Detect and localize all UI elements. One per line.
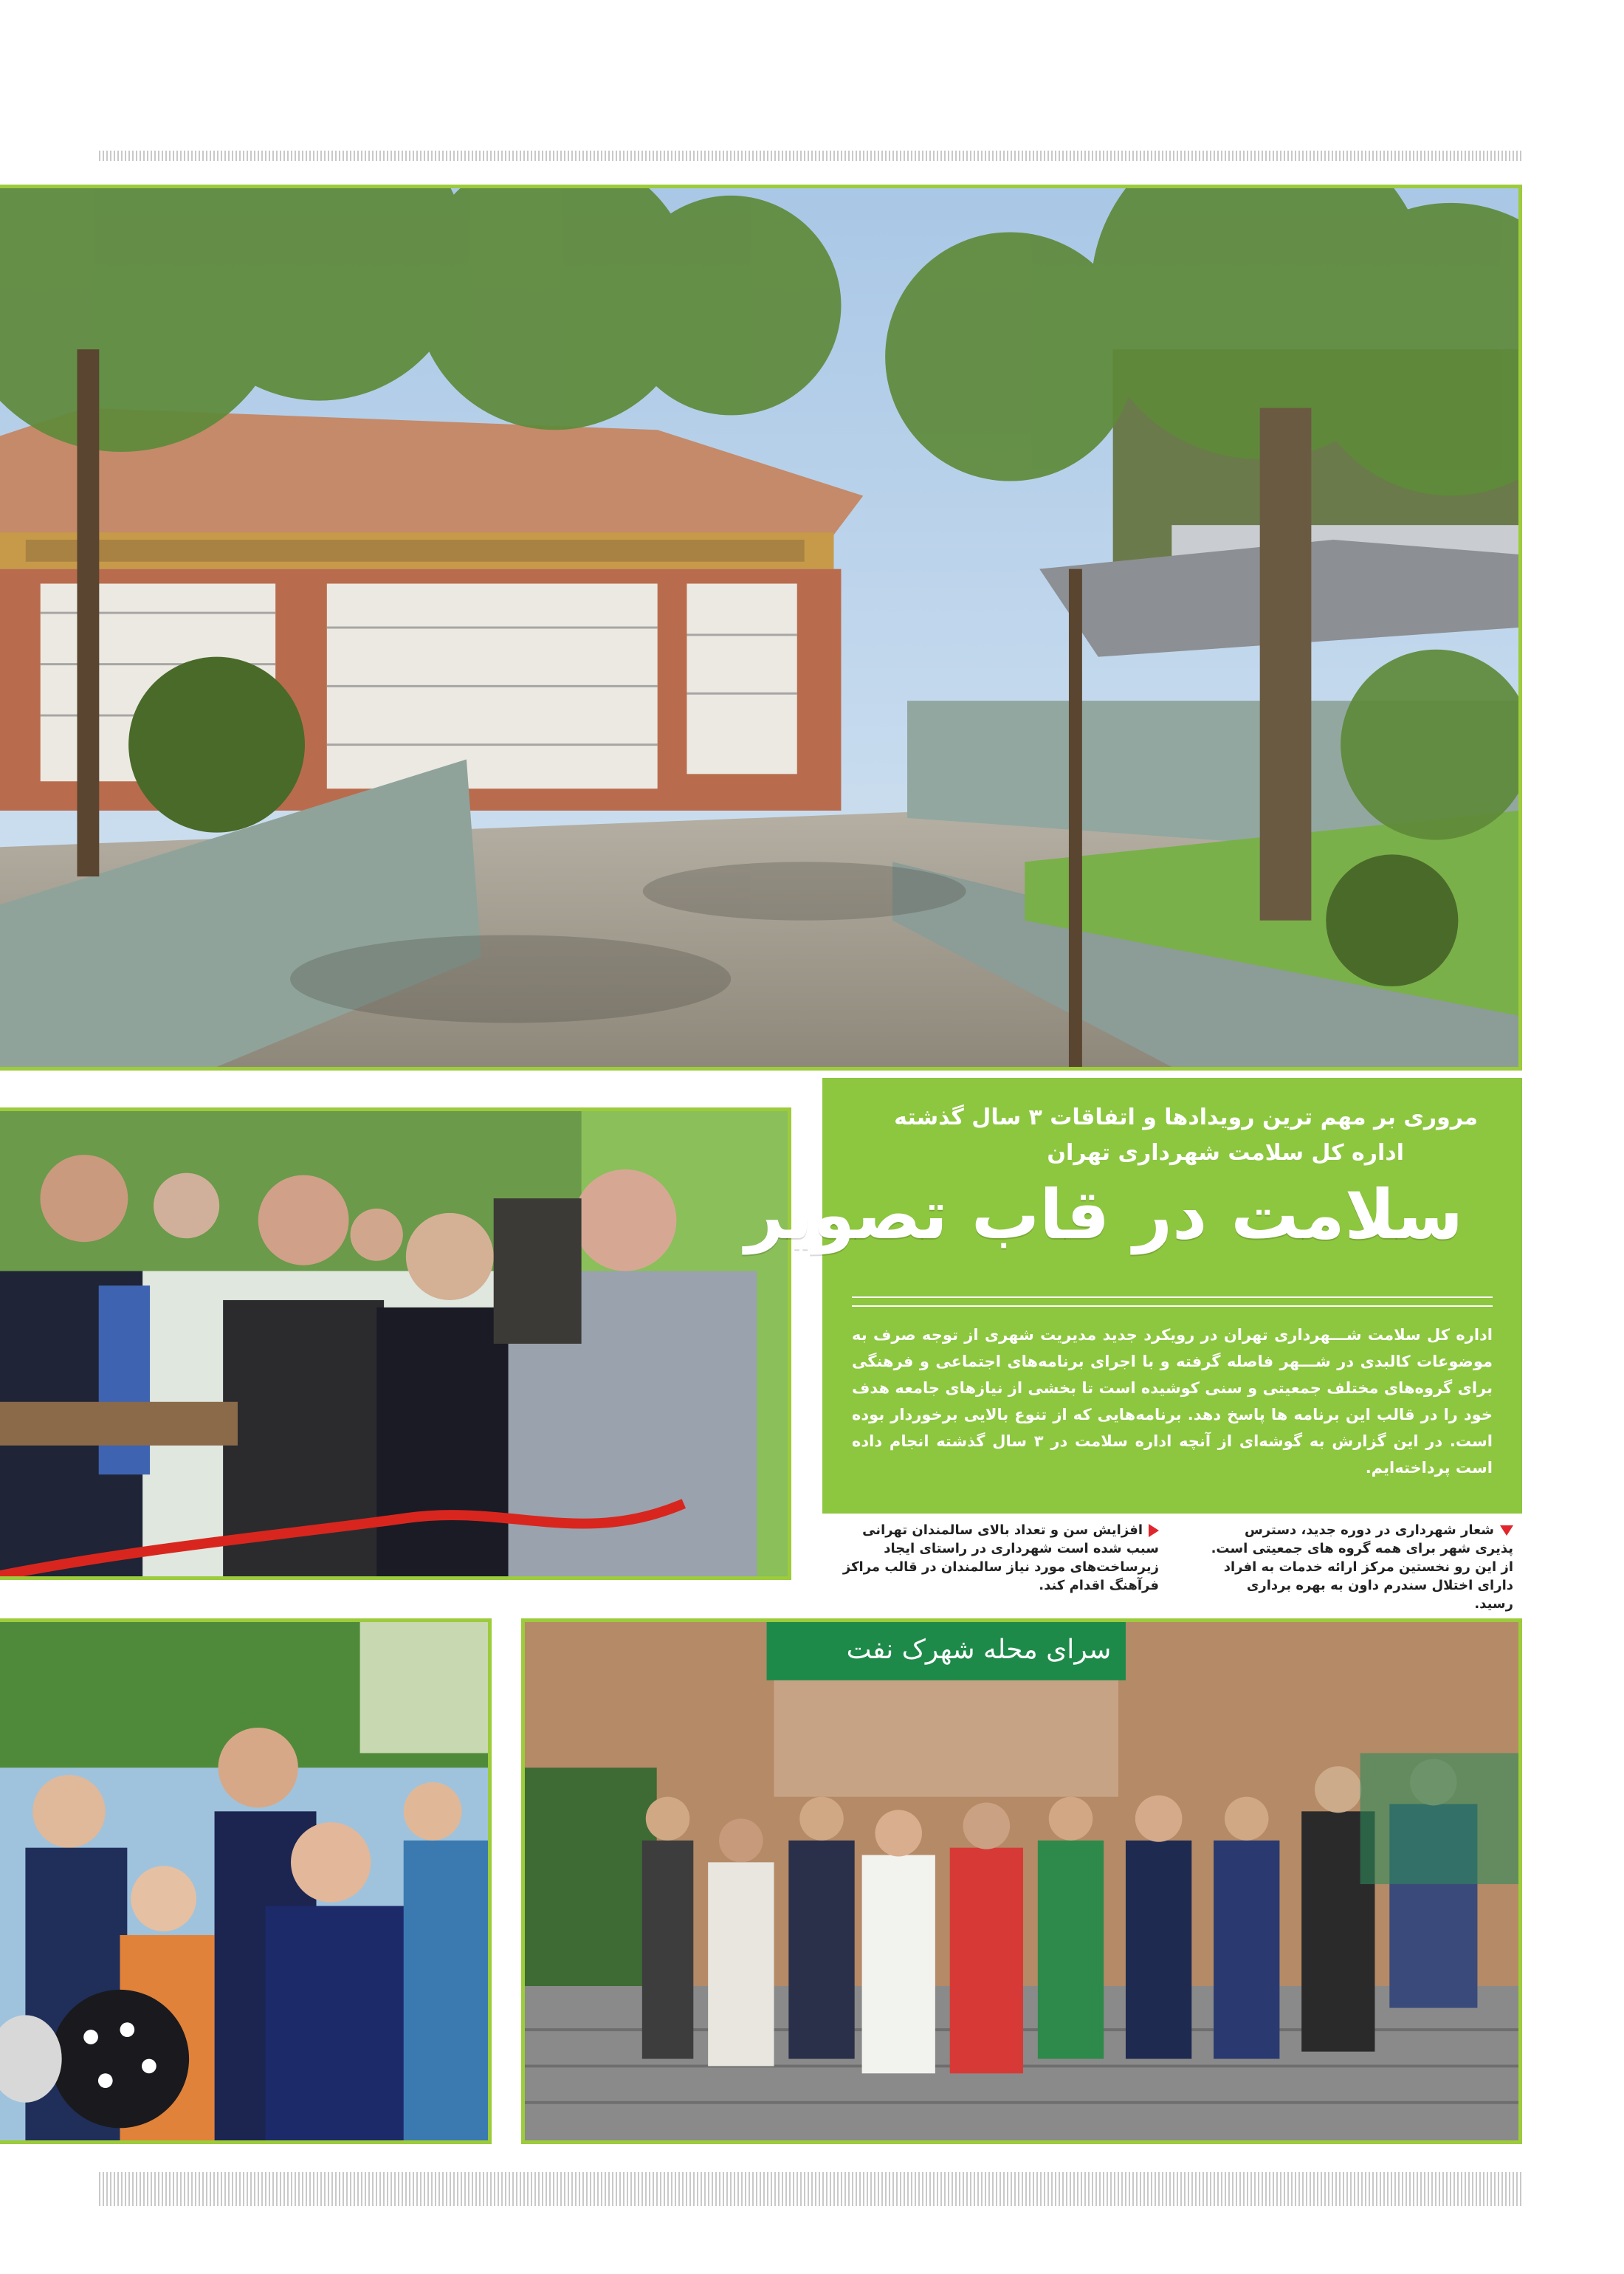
page-title: سلامت در قاب تصویر: [745, 1175, 1463, 1254]
group-photo-community-center: [521, 1618, 1522, 2144]
children-event-photo: [0, 1618, 492, 2144]
caption-down-syndrome-center: [1203, 1521, 1513, 1613]
caption-text: شعار شهرداری در دوره جدید، دسترس پذیری شهر برای همه گروه های جمعیتی است. از این رو نخستین مرکز ارائه خدمات به افراد دارای اختلال سندرم داون به بهره برداری رسید.: [1211, 1522, 1513, 1612]
ribbon-cutting-photo: [0, 1107, 791, 1580]
lead-paragraph: اداره کل سلامت شـــهرداری تهران در رویکرد جدید مدیریت شهری از توجه صرف به موضوعات کالبدی در شـــهر فاصله گرفته و با اجرای برنامه‌های اجتماعی و فرهنگی برای گروه‌های مختلف جمعیتی و سنی کوشیده است تا بخشی از نیازهای جامعه هدف خود را در قالب این برنامه ها پاسخ دهد. برنامه‌هایی که از تنوع بالایی برخوردار بوده است. در این گزارش به گوشه‌ای از آنچه اداره سلامت در ۳ سال گذشته انجام داده است پرداخته‌ایم.: [852, 1326, 1493, 1477]
center-sign-text: سرای محله شهرک نفت: [846, 1635, 1112, 1665]
kicker-line-2: اداره کل سلامت شهرداری تهران: [1047, 1140, 1404, 1166]
caption-triangle-icon: [1500, 1525, 1513, 1536]
garden-building-photo: [0, 185, 1522, 1071]
top-rule: [99, 151, 1522, 161]
caption-text: افزایش سن و تعداد بالای سالمندان تهرانی سبب شده است شهرداری در راستای ایجاد زیرساخت‌های مورد نیاز سالمندان در قالب مراکز فرآهنگ اقدام کند.: [842, 1522, 1159, 1593]
kicker-line-1: مروری بر مهم ترین رویدادها و اتفاقات ۳ سال گذشته: [894, 1105, 1478, 1130]
bottom-rule: [99, 2172, 1522, 2206]
title-divider: [852, 1296, 1493, 1307]
caption-elderly-centers: [834, 1521, 1159, 1595]
caption-triangle-icon: [1149, 1524, 1159, 1537]
feature-header-box: [745, 1078, 1522, 1514]
